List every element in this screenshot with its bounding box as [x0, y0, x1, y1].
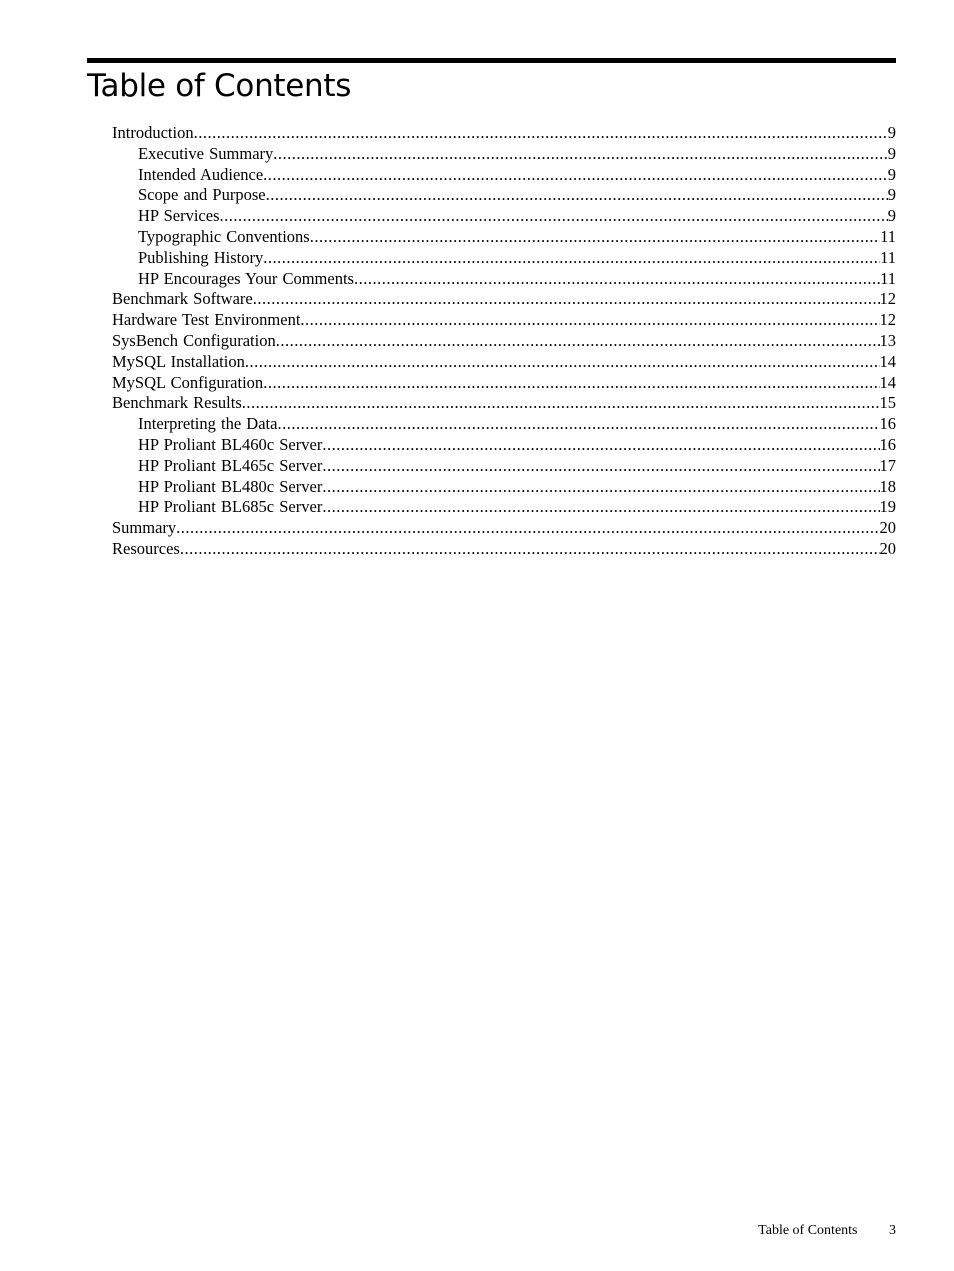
toc-entry[interactable] [112, 227, 896, 248]
toc-entry-label: MySQL Installation [112, 351, 245, 371]
toc-dot-leader [277, 414, 879, 435]
footer-page-number: 3 [889, 1223, 896, 1238]
toc-entry-label: Publishing History [138, 247, 264, 267]
footer-section-title: Table of Contents [758, 1223, 858, 1238]
toc-entry-label: Scope and Purpose [138, 185, 266, 205]
toc-entry[interactable] [112, 289, 896, 310]
toc-entry[interactable] [112, 206, 896, 227]
toc-dot-leader [245, 352, 880, 373]
toc-entry-page: 17 [879, 455, 896, 475]
toc-dot-leader [220, 206, 888, 227]
toc-dot-leader [263, 373, 879, 394]
toc-entry[interactable] [112, 310, 896, 331]
toc-entry-label: Summary [112, 518, 177, 538]
toc-dot-leader [322, 497, 879, 518]
toc-dot-leader [354, 269, 880, 290]
toc-entry-page: 15 [879, 393, 896, 413]
toc-entry[interactable] [112, 185, 896, 206]
toc-entry-page: 11 [880, 268, 896, 288]
toc-entry-page: 20 [879, 518, 896, 538]
toc-entry[interactable] [112, 331, 896, 352]
toc-entry-label: Interpreting the Data [138, 414, 278, 434]
toc-entry[interactable] [112, 165, 896, 186]
toc-entry-page: 11 [880, 226, 896, 246]
toc-entry-page: 14 [879, 372, 896, 392]
toc-entry-label: HP Encourages Your Comments [138, 268, 354, 288]
toc-entry[interactable] [112, 248, 896, 269]
toc-dot-leader [180, 539, 880, 560]
page-title: Table of Contents [87, 68, 352, 104]
table-of-contents [112, 123, 896, 560]
toc-dot-leader [242, 393, 880, 414]
toc-entry[interactable] [112, 144, 896, 165]
toc-entry-page: 16 [879, 434, 896, 454]
toc-entry[interactable] [112, 435, 896, 456]
toc-entry-page: 14 [879, 351, 896, 371]
toc-entry-label: HP Proliant BL480c Server [138, 476, 323, 496]
toc-entry[interactable] [112, 123, 896, 144]
toc-entry[interactable] [112, 373, 896, 394]
toc-dot-leader [176, 518, 879, 539]
toc-dot-leader [276, 331, 880, 352]
toc-entry-page: 9 [887, 185, 896, 205]
toc-entry-label: Typographic Conventions [138, 226, 310, 246]
toc-dot-leader [263, 165, 888, 186]
toc-dot-leader [273, 144, 887, 165]
toc-entry[interactable] [112, 518, 896, 539]
toc-entry-page: 12 [879, 310, 896, 330]
toc-entry-page: 13 [879, 330, 896, 350]
toc-entry-page: 9 [887, 206, 896, 226]
toc-entry[interactable] [112, 539, 896, 560]
toc-entry[interactable] [112, 269, 896, 290]
toc-entry[interactable] [112, 414, 896, 435]
toc-dot-leader [322, 477, 879, 498]
toc-entry-label: Intended Audience [138, 164, 264, 184]
toc-entry-label: SysBench Configuration [112, 330, 276, 350]
toc-entry[interactable] [112, 456, 896, 477]
toc-entry-page: 11 [880, 247, 896, 267]
toc-entry[interactable] [112, 393, 896, 414]
toc-dot-leader [322, 456, 879, 477]
toc-dot-leader [194, 123, 888, 144]
toc-entry-label: Benchmark Software [112, 289, 253, 309]
toc-entry-page: 20 [879, 538, 896, 558]
toc-entry-label: HP Proliant BL685c Server [138, 497, 323, 517]
toc-entry-label: Hardware Test Environment [112, 310, 301, 330]
toc-dot-leader [300, 310, 879, 331]
toc-entry-label: Introduction [112, 123, 194, 142]
toc-dot-leader [310, 227, 880, 248]
toc-entry[interactable] [112, 497, 896, 518]
toc-entry-page: 9 [887, 143, 896, 163]
toc-entry[interactable] [112, 352, 896, 373]
toc-entry-page: 9 [887, 123, 896, 142]
page-footer [758, 1221, 896, 1241]
toc-entry-page: 18 [879, 476, 896, 496]
toc-entry-label: HP Services [138, 206, 220, 226]
toc-entry-page: 16 [879, 414, 896, 434]
toc-dot-leader [253, 289, 880, 310]
toc-entry-label: Benchmark Results [112, 393, 242, 413]
toc-entry-page: 19 [879, 497, 896, 517]
toc-dot-leader [266, 185, 888, 206]
title-rule [87, 58, 896, 63]
toc-entry-page: 9 [887, 164, 896, 184]
toc-entry-label: HP Proliant BL460c Server [138, 434, 323, 454]
toc-entry-page: 12 [879, 289, 896, 309]
toc-dot-leader [263, 248, 880, 269]
toc-entry-label: Resources [112, 538, 180, 558]
toc-entry-label: Executive Summary [138, 143, 274, 163]
toc-dot-leader [322, 435, 879, 456]
toc-entry-label: MySQL Configuration [112, 372, 264, 392]
toc-entry[interactable] [112, 477, 896, 498]
toc-entry-label: HP Proliant BL465c Server [138, 455, 323, 475]
